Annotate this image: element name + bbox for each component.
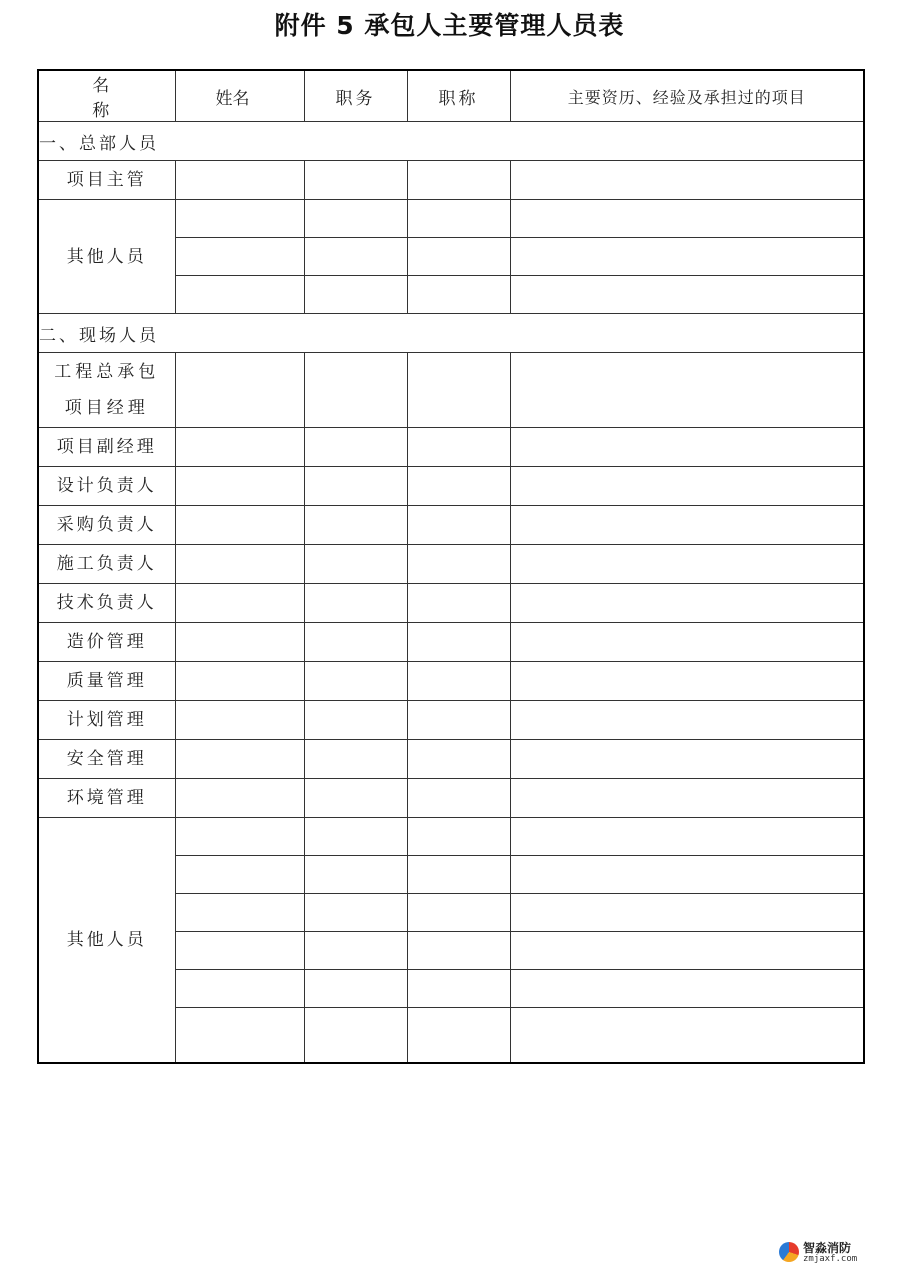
- cell-duty[interactable]: [304, 740, 407, 779]
- row-label-environment-mgmt: 环境管理: [38, 779, 175, 818]
- cell-duty[interactable]: [304, 623, 407, 662]
- table-row: [38, 701, 864, 740]
- cell-duty[interactable]: [304, 353, 407, 428]
- row-label-hq-others: 其他人员: [38, 200, 175, 314]
- cell-experience[interactable]: [510, 623, 864, 662]
- cell-duty[interactable]: [304, 276, 407, 314]
- table-row: [38, 467, 864, 506]
- cell-duty[interactable]: [304, 894, 407, 932]
- row-label-safety-mgmt: 安全管理: [38, 740, 175, 779]
- table-header-row: [38, 70, 864, 122]
- cell-duty[interactable]: [304, 779, 407, 818]
- cell-title[interactable]: [407, 623, 510, 662]
- cell-person[interactable]: [175, 818, 304, 856]
- header-name: 名称: [38, 70, 175, 122]
- cell-duty[interactable]: [304, 662, 407, 701]
- brand-name: 智淼消防: [803, 1241, 852, 1255]
- cell-person[interactable]: [175, 353, 304, 428]
- table-row: [38, 428, 864, 467]
- cell-experience[interactable]: [510, 1008, 864, 1064]
- cell-experience[interactable]: [510, 740, 864, 779]
- cell-duty[interactable]: [304, 545, 407, 584]
- cell-person[interactable]: [175, 200, 304, 238]
- table-row: [38, 506, 864, 545]
- cell-title[interactable]: [407, 856, 510, 894]
- cell-title[interactable]: [407, 506, 510, 545]
- cell-experience[interactable]: [510, 428, 864, 467]
- header-duty: 职务: [304, 70, 407, 122]
- cell-person[interactable]: [175, 856, 304, 894]
- cell-person[interactable]: [175, 740, 304, 779]
- cell-person[interactable]: [175, 428, 304, 467]
- cell-duty[interactable]: [304, 238, 407, 276]
- brand-logo-icon: [779, 1242, 799, 1262]
- row-label-construction-lead: 施工负责人: [38, 545, 175, 584]
- cell-duty[interactable]: [304, 932, 407, 970]
- cell-experience[interactable]: [510, 506, 864, 545]
- row-label-site-others: 其他人员: [38, 818, 175, 1064]
- table-row: [38, 545, 864, 584]
- cell-experience[interactable]: [510, 467, 864, 506]
- cell-person[interactable]: [175, 970, 304, 1008]
- cell-experience[interactable]: [510, 779, 864, 818]
- table-row: [38, 740, 864, 779]
- cell-person[interactable]: [175, 545, 304, 584]
- row-label-deputy-pm: 项目副经理: [38, 428, 175, 467]
- cell-experience[interactable]: [510, 701, 864, 740]
- table-row: [38, 818, 864, 856]
- cell-duty[interactable]: [304, 200, 407, 238]
- cell-person[interactable]: [175, 161, 304, 200]
- cell-title[interactable]: [407, 428, 510, 467]
- cell-experience[interactable]: [510, 545, 864, 584]
- cell-duty[interactable]: [304, 856, 407, 894]
- cell-title[interactable]: [407, 238, 510, 276]
- row-label-line1: 工程总承包: [54, 362, 160, 382]
- cell-experience[interactable]: [510, 970, 864, 1008]
- cell-title[interactable]: [407, 545, 510, 584]
- row-label-project-supervisor: 项目主管: [38, 161, 175, 200]
- cell-duty[interactable]: [304, 970, 407, 1008]
- cell-experience[interactable]: [510, 584, 864, 623]
- cell-person[interactable]: [175, 276, 304, 314]
- row-label-quality-mgmt: 质量管理: [38, 662, 175, 701]
- cell-experience[interactable]: [510, 818, 864, 856]
- cell-person[interactable]: [175, 467, 304, 506]
- cell-duty[interactable]: [304, 467, 407, 506]
- row-label-design-lead: 设计负责人: [38, 467, 175, 506]
- cell-person[interactable]: [175, 779, 304, 818]
- page-title: 附件 5 承包人主要管理人员表: [274, 11, 625, 40]
- cell-experience[interactable]: [510, 894, 864, 932]
- cell-title[interactable]: [407, 701, 510, 740]
- cell-title[interactable]: [407, 740, 510, 779]
- table-row: [38, 779, 864, 818]
- cell-experience[interactable]: [510, 161, 864, 200]
- table-row: [38, 623, 864, 662]
- cell-person[interactable]: [175, 932, 304, 970]
- cell-title[interactable]: [407, 200, 510, 238]
- cell-person[interactable]: [175, 584, 304, 623]
- cell-title[interactable]: [407, 932, 510, 970]
- cell-experience[interactable]: [510, 932, 864, 970]
- cell-title[interactable]: [407, 276, 510, 314]
- cell-title[interactable]: [407, 779, 510, 818]
- cell-person[interactable]: [175, 238, 304, 276]
- cell-person[interactable]: [175, 506, 304, 545]
- row-label-line2: 项目经理: [64, 398, 149, 418]
- cell-duty[interactable]: [304, 428, 407, 467]
- row-label-general-contract-pm: [38, 353, 175, 428]
- header-person: 姓名: [175, 70, 304, 122]
- personnel-table: [37, 69, 865, 1064]
- cell-duty[interactable]: [304, 506, 407, 545]
- cell-person[interactable]: [175, 623, 304, 662]
- brand-url: zmjaxf.com: [803, 1254, 858, 1264]
- row-label-plan-mgmt: 计划管理: [38, 701, 175, 740]
- cell-experience[interactable]: [510, 238, 864, 276]
- header-experience: 主要资历、经验及承担过的项目: [510, 70, 864, 122]
- cell-person[interactable]: [175, 894, 304, 932]
- table-row: [38, 161, 864, 200]
- cell-title[interactable]: [407, 662, 510, 701]
- cell-experience[interactable]: [510, 662, 864, 701]
- cell-duty[interactable]: [304, 818, 407, 856]
- cell-title[interactable]: [407, 353, 510, 428]
- cell-title[interactable]: [407, 584, 510, 623]
- cell-person[interactable]: [175, 701, 304, 740]
- cell-title[interactable]: [407, 1008, 510, 1064]
- cell-title[interactable]: [407, 467, 510, 506]
- cell-title[interactable]: [407, 970, 510, 1008]
- section-row-site: [38, 314, 864, 353]
- cell-experience[interactable]: [510, 353, 864, 428]
- table-row: [38, 662, 864, 701]
- table-row: [38, 200, 864, 238]
- section-label-hq: 一、总部人员: [38, 122, 864, 161]
- cell-experience[interactable]: [510, 276, 864, 314]
- row-label-technical-lead: 技术负责人: [38, 584, 175, 623]
- table-row: [38, 584, 864, 623]
- cell-duty[interactable]: [304, 1008, 407, 1064]
- cell-experience[interactable]: [510, 856, 864, 894]
- row-label-cost-mgmt: 造价管理: [38, 623, 175, 662]
- section-label-site: 二、现场人员: [38, 314, 864, 353]
- cell-duty[interactable]: [304, 584, 407, 623]
- section-row-hq: [38, 122, 864, 161]
- table-row: [38, 353, 864, 428]
- brand-watermark: [779, 1239, 867, 1269]
- cell-title[interactable]: [407, 894, 510, 932]
- cell-title[interactable]: [407, 161, 510, 200]
- cell-duty[interactable]: [304, 701, 407, 740]
- cell-duty[interactable]: [304, 161, 407, 200]
- row-label-procurement-lead: 采购负责人: [38, 506, 175, 545]
- cell-person[interactable]: [175, 1008, 304, 1064]
- cell-person[interactable]: [175, 662, 304, 701]
- cell-experience[interactable]: [510, 200, 864, 238]
- cell-title[interactable]: [407, 818, 510, 856]
- header-title: 职称: [407, 70, 510, 122]
